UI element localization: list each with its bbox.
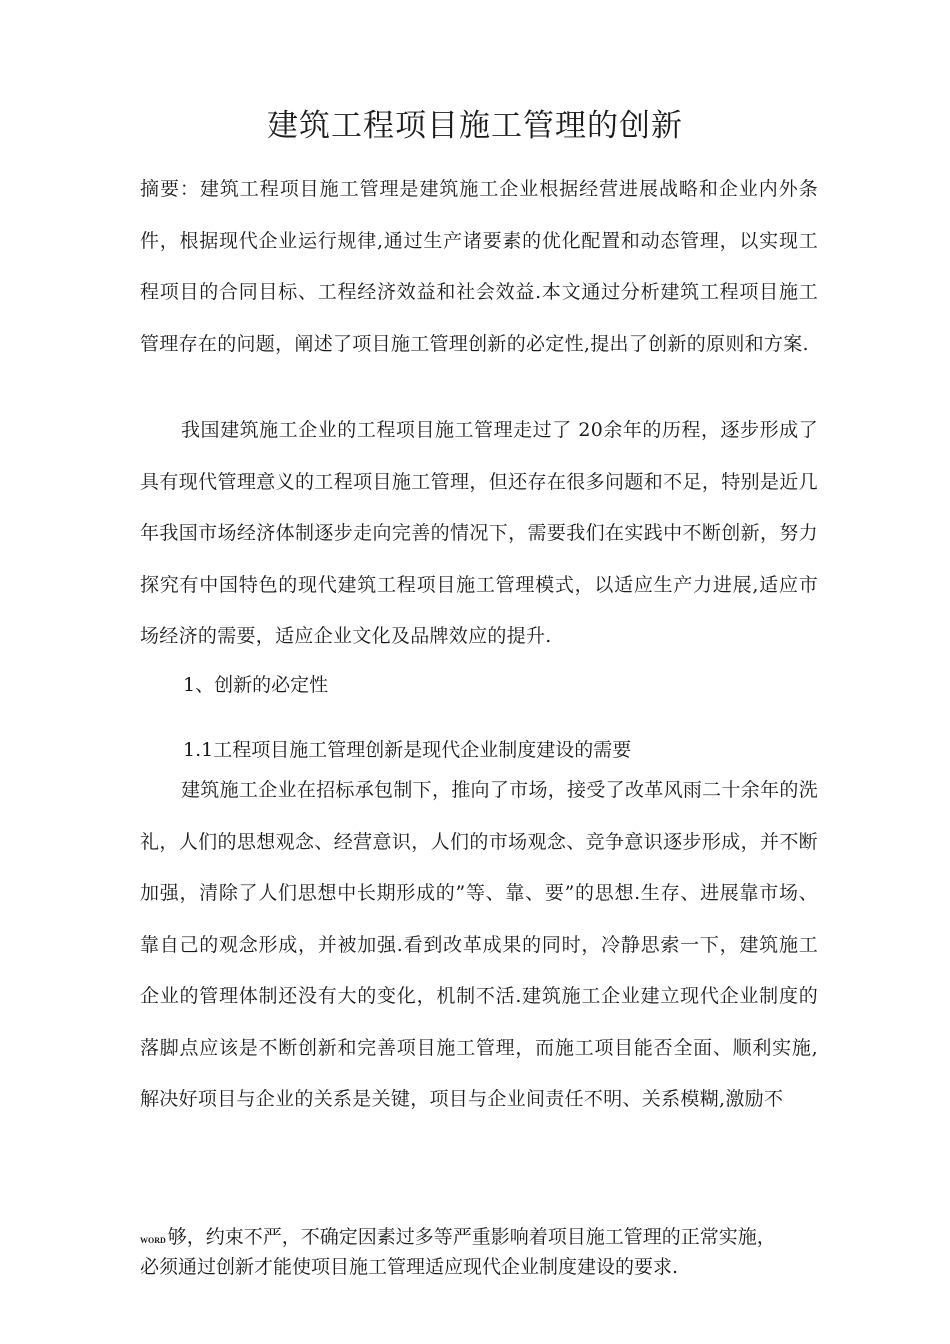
footer-line-2: 必须通过创新才能使项目施工管理适应现代企业制度建设的要求. [140,1256,679,1278]
page-footer-text [140,1224,820,1280]
intro-paragraph: 我国建筑施工企业的工程项目施工管理走过了 20余年的历程，逐步形成了具有现代管理意义的工程项目施工管理，但还存在很多问题和不足，特别是近几年我国市场经济体制逐步走向完善的情况下，需要我们在实践中不断创新，努力探究有中国特色的现代建筑工程项目施工管理模式，以适应生产力进展,适应市场经济的需要，适应企业文化及品牌效应的提升. [140,419,818,647]
word-tag: WORD [140,1236,166,1245]
section-heading-1: 1、创新的必定性 [183,674,329,696]
abstract-paragraph: 摘要：建筑工程项目施工管理是建筑施工企业根据经营进展战略和企业内外条件，根据现代企业运行规律,通过生产诸要素的优化配置和动态管理，以实现工程项目的合同目标、工程经济效益和社会效益.本文通过分析建筑工程项目施工管理存在的问题，阐述了项目施工管理创新的必定性,提出了创新的原则和方案. [140,178,818,355]
section-heading-1-1: 1.1工程项目施工管理创新是现代企业制度建设的需要 [183,739,632,761]
footer-line-1-text: 够，约束不严，不确定因素过多等严重影响着项目施工管理的正常实施， [167,1226,776,1248]
footer-line-1 [140,1224,820,1254]
body-paragraph: 建筑施工企业在招标承包制下，推向了市场，接受了改革风雨二十余年的洗礼，人们的思想观念、经营意识，人们的市场观念、竞争意识逐步形成，并不断加强，清除了人们思想中长期形成的”等、靠、要”的思想.生存、进展靠市场、靠自己的观念形成，并被加强.看到改革成果的同时，冷静思索一下，建筑施工企业的管理体制还没有大的变化，机制不活.建筑施工企业建立现代企业制度的落脚点应该是不断创新和完善项目施工管理，而施工项目能否全面、顺利实施,解决好项目与企业的关系是关键，项目与企业间责任不明、关系模糊,激励不 [140,779,818,1110]
document-title: 建筑工程项目施工管理的创新 [267,108,683,144]
